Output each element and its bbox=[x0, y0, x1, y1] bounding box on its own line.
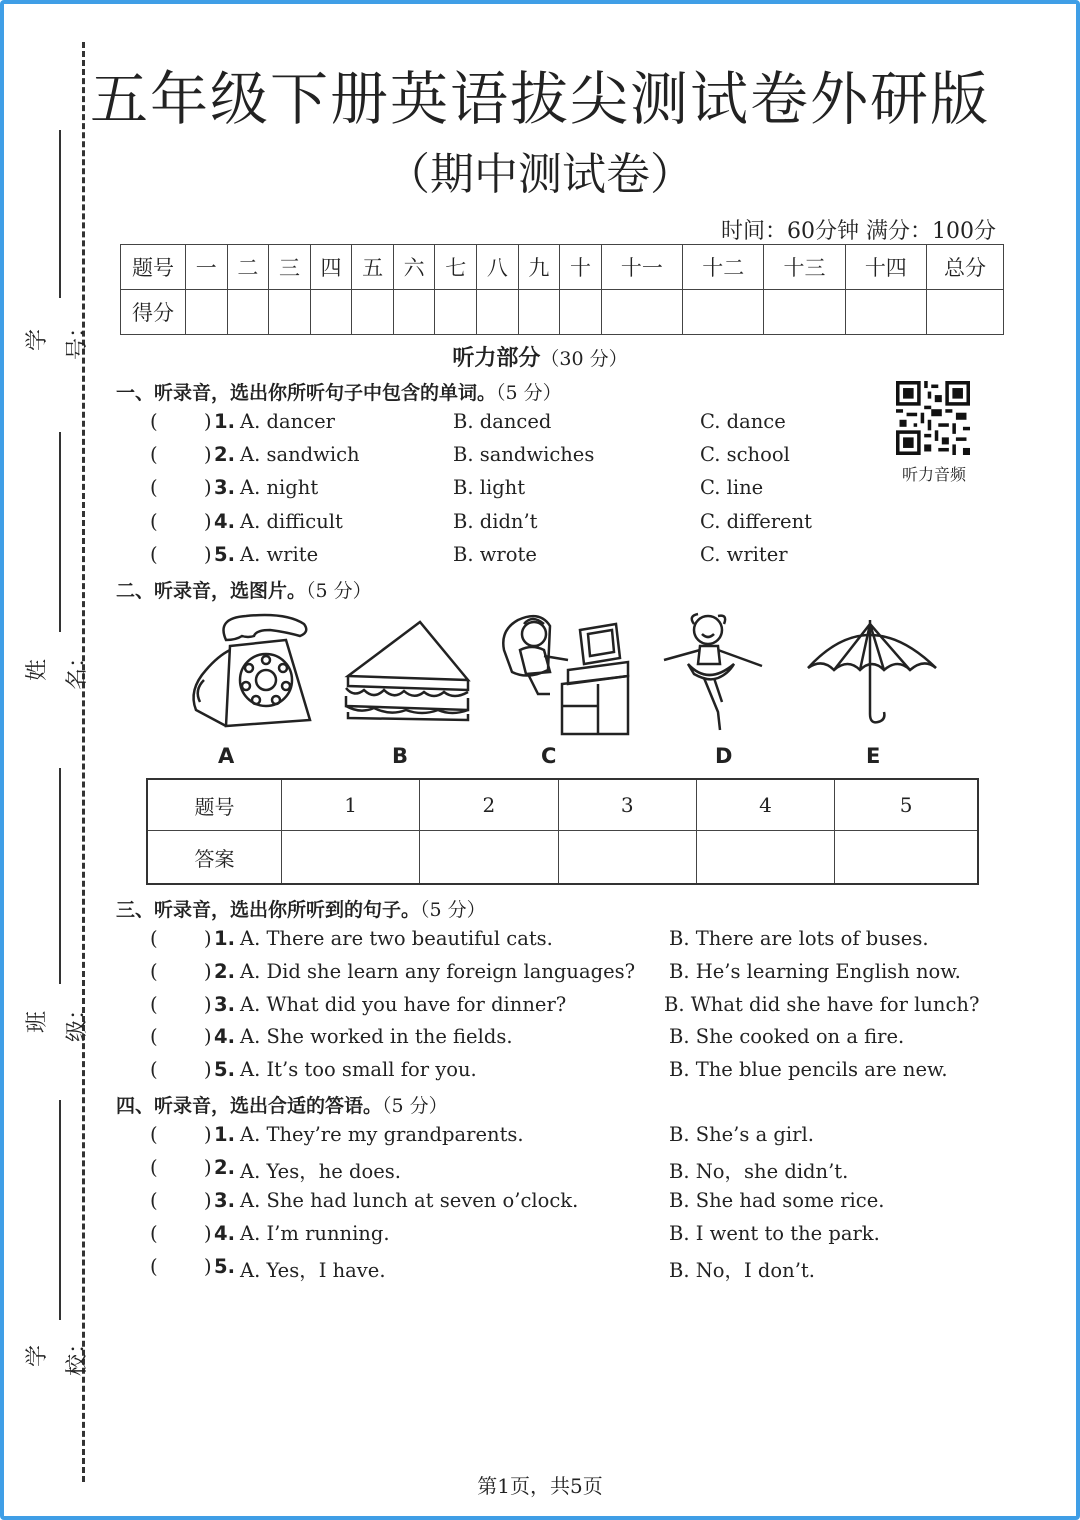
answer-option[interactable]: B. No，she didn’t. bbox=[669, 1160, 849, 1183]
answer-blank[interactable]: ) bbox=[204, 510, 212, 533]
score-header-cell: 九 bbox=[518, 245, 560, 290]
score-cell[interactable] bbox=[477, 290, 519, 335]
answer-cell[interactable] bbox=[696, 831, 834, 885]
question-number: 2. bbox=[214, 1156, 235, 1179]
answer-row-label: 题号 bbox=[147, 779, 282, 831]
school-line[interactable] bbox=[59, 1100, 61, 1320]
picture-label: A bbox=[218, 744, 235, 768]
answer-blank[interactable]: ) bbox=[204, 960, 212, 983]
score-cell[interactable] bbox=[764, 290, 845, 335]
answer-cell[interactable] bbox=[420, 831, 558, 885]
answer-blank[interactable]: ) bbox=[204, 993, 212, 1016]
paren-open: ( bbox=[150, 1123, 158, 1146]
paren-open: ( bbox=[150, 476, 158, 499]
part4-points: （5 分） bbox=[382, 1095, 448, 1117]
part1-question bbox=[150, 410, 1050, 440]
answer-option[interactable]: B. sandwiches bbox=[453, 443, 595, 466]
paren-open: ( bbox=[150, 510, 158, 533]
school-label: 学校： bbox=[25, 1331, 90, 1376]
part1-heading bbox=[116, 378, 562, 405]
score-header-cell: 十 bbox=[560, 245, 602, 290]
paren-open: ( bbox=[150, 927, 158, 950]
answer-cell[interactable] bbox=[558, 831, 696, 885]
answer-num-cell: 2 bbox=[420, 779, 558, 831]
score-header-cell: 十二 bbox=[683, 245, 764, 290]
answer-option[interactable]: A. There are two beautiful cats. bbox=[240, 927, 553, 950]
paren-open: ( bbox=[150, 1255, 158, 1278]
score-header-cell: 一 bbox=[186, 245, 228, 290]
part1-question bbox=[150, 543, 1050, 573]
student-no-label: 学号： bbox=[25, 315, 90, 360]
answer-option[interactable]: A. Did she learn any foreign languages? bbox=[240, 960, 636, 983]
question-number: 3. bbox=[214, 993, 235, 1016]
score-header-cell: 十三 bbox=[764, 245, 845, 290]
part3-title: 三、听录音，选出你所听到的句子。 bbox=[116, 899, 421, 921]
score-cell[interactable] bbox=[310, 290, 352, 335]
answer-option[interactable]: B. She had some rice. bbox=[669, 1189, 885, 1212]
answer-cell[interactable] bbox=[835, 831, 978, 885]
score-cell[interactable] bbox=[560, 290, 602, 335]
answer-option[interactable]: B. He’s learning English now. bbox=[669, 960, 961, 983]
score-header-cell: 十一 bbox=[601, 245, 682, 290]
computer-picture bbox=[498, 610, 636, 738]
paren-open: ( bbox=[150, 410, 158, 433]
score-cell[interactable] bbox=[435, 290, 477, 335]
answer-option[interactable]: A. They’re my grandparents. bbox=[240, 1123, 524, 1146]
answer-blank[interactable]: ) bbox=[204, 543, 212, 566]
part3-question bbox=[150, 1025, 1050, 1055]
answer-option[interactable]: A. What did you have for dinner? bbox=[240, 993, 567, 1016]
score-table bbox=[120, 244, 1004, 335]
score-header-cell: 五 bbox=[352, 245, 394, 290]
page-subtitle: （期中测试卷） bbox=[386, 149, 694, 200]
score-header-cell: 六 bbox=[393, 245, 435, 290]
answer-option[interactable]: A. She worked in the fields. bbox=[240, 1025, 513, 1048]
answer-row bbox=[147, 831, 978, 885]
score-cell[interactable] bbox=[269, 290, 311, 335]
part3-heading bbox=[116, 895, 486, 922]
name-line[interactable] bbox=[59, 432, 61, 632]
answer-option[interactable]: C. writer bbox=[700, 543, 788, 566]
part1-title: 一、听录音，选出你所听句子中包含的单词。 bbox=[116, 382, 497, 404]
paren-open: ( bbox=[150, 1189, 158, 1212]
score-header-cell: 十四 bbox=[845, 245, 926, 290]
part1-question bbox=[150, 443, 1050, 473]
qr-caption: 听力音频 bbox=[901, 465, 966, 484]
dancer-picture bbox=[658, 612, 770, 736]
answer-option[interactable]: B. The blue pencils are new. bbox=[669, 1058, 948, 1081]
score-cell[interactable] bbox=[352, 290, 394, 335]
question-number: 2. bbox=[214, 443, 235, 466]
score-cell[interactable] bbox=[927, 290, 1004, 335]
answer-option[interactable]: B. danced bbox=[453, 410, 552, 433]
sandwich-picture bbox=[340, 618, 474, 722]
score-header-cell: 二 bbox=[227, 245, 269, 290]
part4-heading bbox=[116, 1091, 448, 1118]
picture-label: B bbox=[392, 744, 409, 768]
part3-points: （5 分） bbox=[420, 899, 486, 921]
answer-num-cell: 5 bbox=[835, 779, 978, 831]
name-label: 姓名： bbox=[25, 645, 90, 690]
answer-option[interactable]: A. night bbox=[240, 476, 319, 499]
paren-open: ( bbox=[150, 443, 158, 466]
answer-blank[interactable]: ) bbox=[204, 1123, 212, 1146]
question-number: 2. bbox=[214, 960, 235, 983]
paren-open: ( bbox=[150, 1058, 158, 1081]
score-row-label: 得分 bbox=[121, 290, 186, 335]
score-cell[interactable] bbox=[393, 290, 435, 335]
listening-points: （30 分） bbox=[540, 348, 628, 370]
answer-option[interactable]: A. difficult bbox=[240, 510, 343, 533]
answer-option[interactable]: A. She had lunch at seven o’clock. bbox=[240, 1189, 579, 1212]
answer-option[interactable]: B. What did she have for lunch? bbox=[664, 993, 980, 1016]
question-number: 1. bbox=[214, 1123, 235, 1146]
score-cell[interactable] bbox=[186, 290, 228, 335]
answer-option[interactable]: A. dancer bbox=[240, 410, 335, 433]
answer-option[interactable]: B. light bbox=[453, 476, 526, 499]
answer-option[interactable]: A. sandwich bbox=[240, 443, 360, 466]
answer-num-cell: 4 bbox=[696, 779, 834, 831]
question-number: 4. bbox=[214, 510, 235, 533]
answer-option[interactable]: C. school bbox=[700, 443, 790, 466]
answer-blank[interactable]: ) bbox=[204, 1025, 212, 1048]
part2-points: （5 分） bbox=[306, 580, 372, 602]
part3-question bbox=[150, 1058, 1050, 1088]
score-row bbox=[121, 290, 1004, 335]
paren-open: ( bbox=[150, 1025, 158, 1048]
score-header-cell: 八 bbox=[477, 245, 519, 290]
answer-option[interactable]: C. line bbox=[700, 476, 764, 499]
score-cell[interactable] bbox=[518, 290, 560, 335]
answer-blank[interactable]: ) bbox=[204, 1058, 212, 1081]
part4-question bbox=[150, 1255, 1050, 1285]
question-number: 5. bbox=[214, 1058, 235, 1081]
score-header-cell: 题号 bbox=[121, 245, 186, 290]
part4-question bbox=[150, 1189, 1050, 1219]
answer-option[interactable]: B. She’s a girl. bbox=[669, 1123, 814, 1146]
answer-blank[interactable]: ) bbox=[204, 443, 212, 466]
paren-open: ( bbox=[150, 1156, 158, 1179]
score-header-cell: 四 bbox=[310, 245, 352, 290]
answer-blank[interactable]: ) bbox=[204, 1255, 212, 1278]
answer-option[interactable]: A. It’s too small for you. bbox=[240, 1058, 477, 1081]
answer-option[interactable]: B. I went to the park. bbox=[669, 1222, 880, 1245]
part2-heading bbox=[116, 576, 372, 603]
question-number: 1. bbox=[214, 410, 235, 433]
answer-option[interactable]: A. Yes，he does. bbox=[240, 1160, 401, 1183]
question-number: 4. bbox=[214, 1025, 235, 1048]
answer-option[interactable]: B. She cooked on a fire. bbox=[669, 1025, 905, 1048]
answer-option[interactable]: C. different bbox=[700, 510, 812, 533]
question-number: 5. bbox=[214, 543, 235, 566]
part2-answer-table bbox=[146, 778, 979, 885]
paren-open: ( bbox=[150, 960, 158, 983]
question-number: 3. bbox=[214, 1189, 235, 1212]
part3-question bbox=[150, 960, 1050, 990]
answer-option[interactable]: A. I’m running. bbox=[240, 1222, 390, 1245]
part4-question bbox=[150, 1123, 1050, 1153]
listening-title: 听力部分 bbox=[452, 346, 541, 371]
part4-question bbox=[150, 1156, 1050, 1186]
score-cell[interactable] bbox=[683, 290, 764, 335]
picture-label: C bbox=[541, 744, 557, 768]
part1-points: （5 分） bbox=[496, 382, 562, 404]
answer-blank[interactable]: ) bbox=[204, 927, 212, 950]
score-header-cell: 三 bbox=[269, 245, 311, 290]
part4-question bbox=[150, 1222, 1050, 1252]
question-number: 1. bbox=[214, 927, 235, 950]
answer-option[interactable]: A. Yes，I have. bbox=[240, 1259, 386, 1282]
answer-blank[interactable]: ) bbox=[204, 1222, 212, 1245]
score-cell[interactable] bbox=[227, 290, 269, 335]
answer-blank[interactable]: ) bbox=[204, 476, 212, 499]
picture-label: D bbox=[715, 744, 733, 768]
answer-option[interactable]: C. dance bbox=[700, 410, 786, 433]
answer-option[interactable]: B. didn’t bbox=[453, 510, 538, 533]
answer-option[interactable]: B. No，I don’t. bbox=[669, 1259, 815, 1282]
answer-blank[interactable]: ) bbox=[204, 410, 212, 433]
paren-open: ( bbox=[150, 543, 158, 566]
answer-blank[interactable]: ) bbox=[204, 1189, 212, 1212]
page-title: 五年级下册英语拔尖测试卷外研版 bbox=[89, 65, 990, 133]
class-line[interactable] bbox=[59, 768, 61, 984]
binding-dashed-line bbox=[82, 42, 85, 1482]
part3-question bbox=[150, 993, 1050, 1023]
telephone-picture bbox=[186, 610, 318, 732]
question-number: 4. bbox=[214, 1222, 235, 1245]
answer-header-row bbox=[147, 779, 978, 831]
answer-blank[interactable]: ) bbox=[204, 1156, 212, 1179]
time-info: 时间：60分钟 满分：100分 bbox=[721, 219, 996, 244]
class-label: 班级： bbox=[25, 997, 90, 1042]
page-footer: 第1页，共5页 bbox=[477, 1474, 603, 1498]
answer-option[interactable]: A. write bbox=[240, 543, 319, 566]
part2-title: 二、听录音，选图片。 bbox=[116, 580, 307, 602]
paren-open: ( bbox=[150, 993, 158, 1016]
umbrella-picture bbox=[804, 618, 940, 728]
score-header-cell: 总分 bbox=[927, 245, 1004, 290]
question-number: 3. bbox=[214, 476, 235, 499]
part3-question bbox=[150, 927, 1050, 957]
question-number: 5. bbox=[214, 1255, 235, 1278]
picture-label: E bbox=[866, 744, 881, 768]
score-header-cell: 七 bbox=[435, 245, 477, 290]
part1-question bbox=[150, 510, 1050, 540]
answer-cell[interactable] bbox=[282, 831, 420, 885]
paren-open: ( bbox=[150, 1222, 158, 1245]
score-cell[interactable] bbox=[601, 290, 682, 335]
score-cell[interactable] bbox=[845, 290, 926, 335]
listening-section-heading bbox=[0, 341, 1080, 372]
score-header-row bbox=[121, 245, 1004, 290]
answer-num-cell: 3 bbox=[558, 779, 696, 831]
part1-question bbox=[150, 476, 1050, 506]
answer-row-label: 答案 bbox=[147, 831, 282, 885]
answer-option[interactable]: B. wrote bbox=[453, 543, 537, 566]
answer-num-cell: 1 bbox=[282, 779, 420, 831]
part4-title: 四、听录音，选出合适的答语。 bbox=[116, 1095, 383, 1117]
answer-option[interactable]: B. There are lots of buses. bbox=[669, 927, 929, 950]
